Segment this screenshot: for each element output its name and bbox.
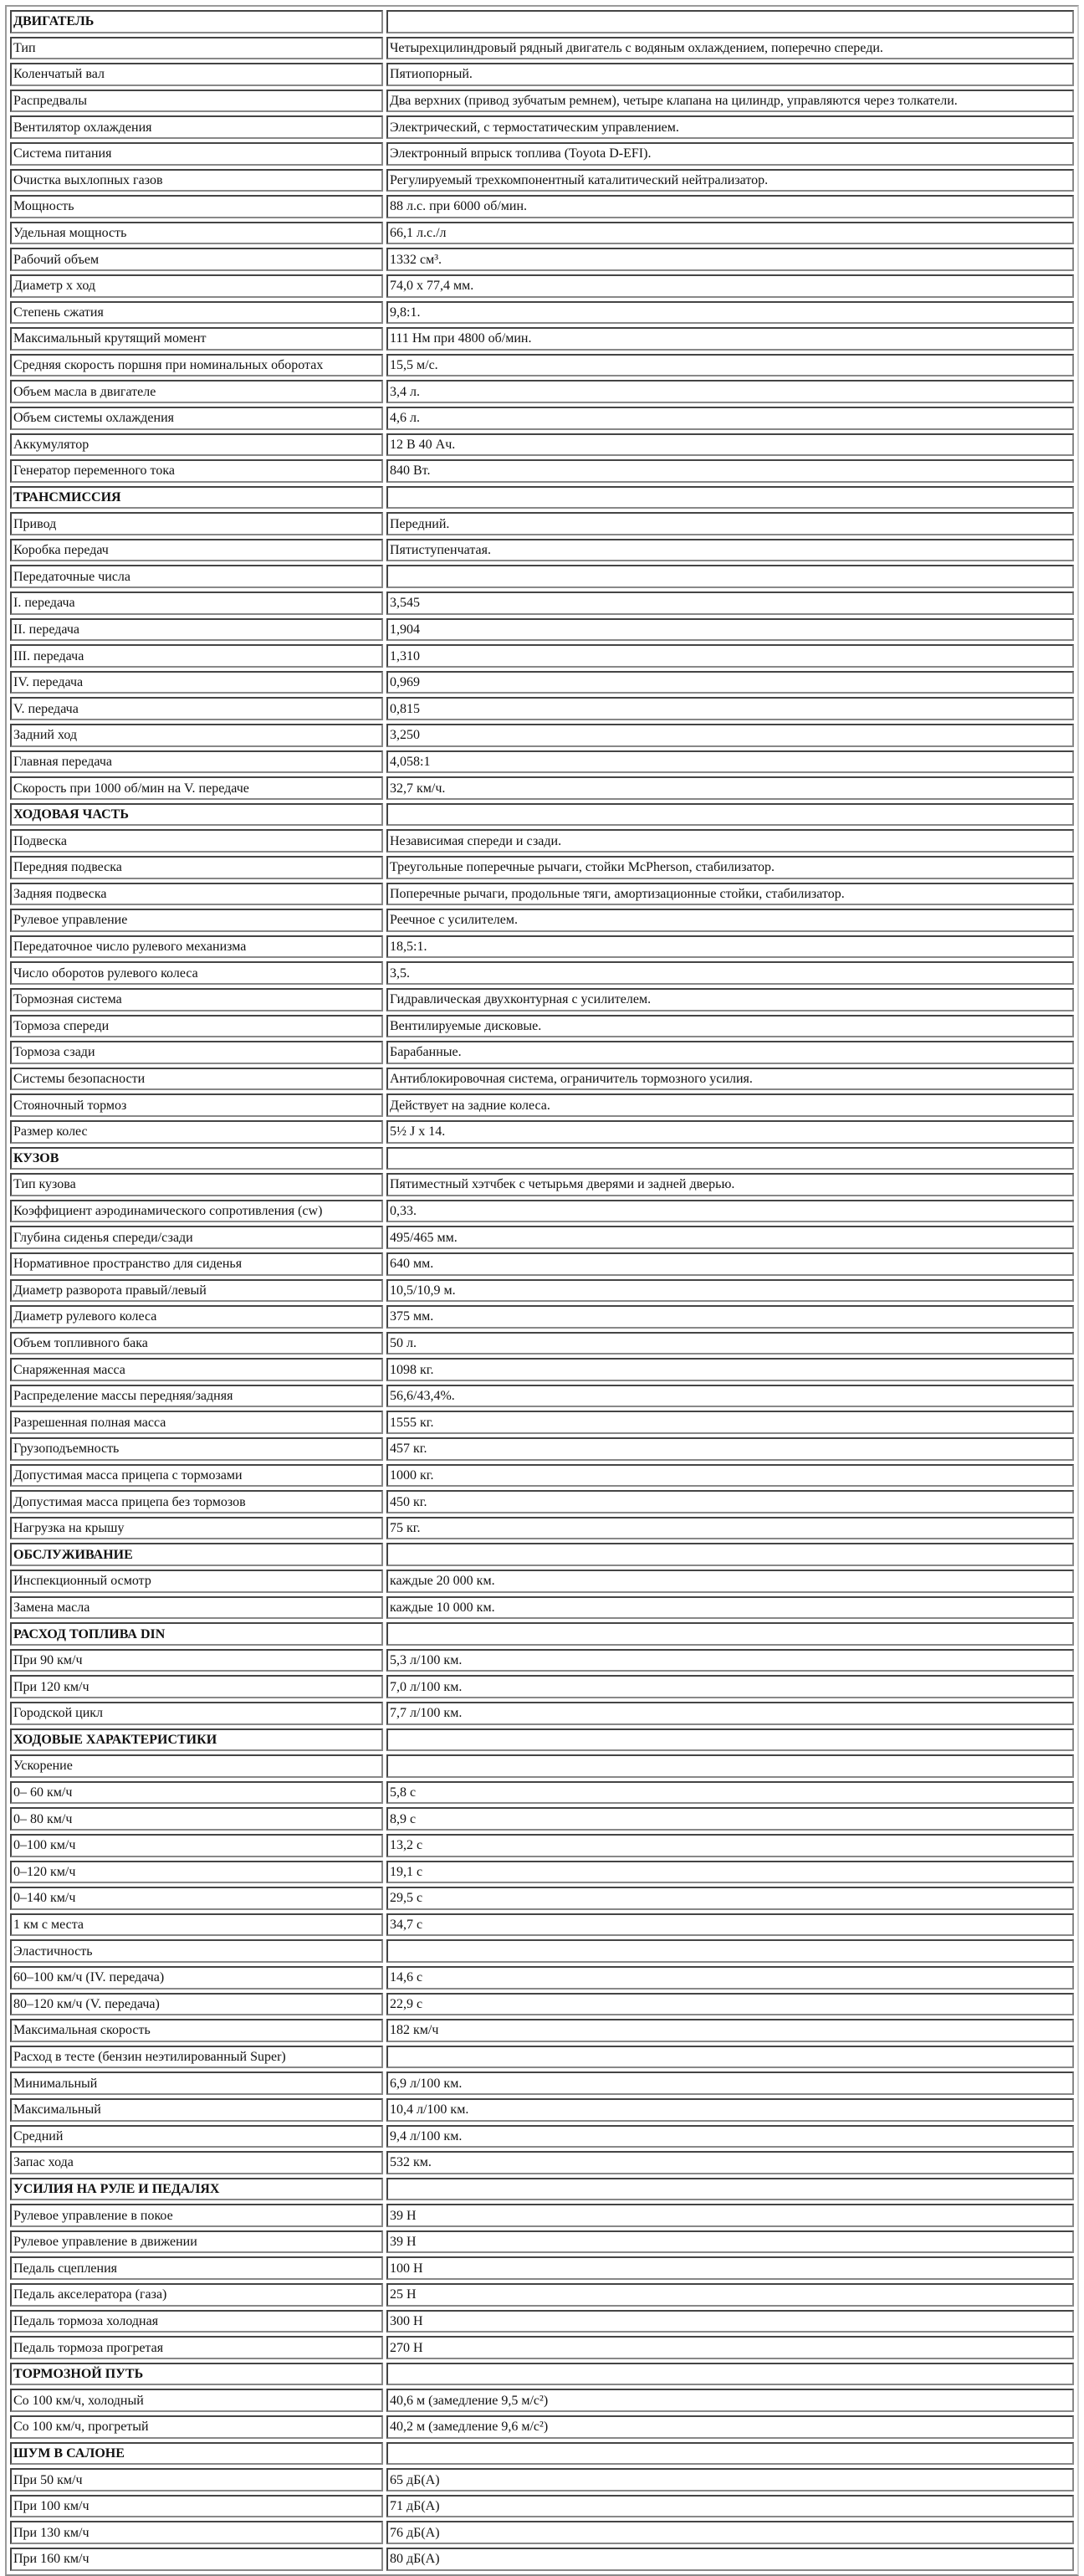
table-row bbox=[10, 671, 1074, 694]
spec-label: Максимальный крутящий момент bbox=[10, 327, 383, 351]
table-row bbox=[10, 1596, 1074, 1620]
spec-label: Объем топливного бака bbox=[10, 1332, 383, 1355]
spec-value: каждые 10 000 км. bbox=[386, 1596, 1074, 1620]
table-row bbox=[10, 274, 1074, 298]
table-row bbox=[10, 248, 1074, 271]
table-row bbox=[10, 1173, 1074, 1196]
spec-value: 39 Н bbox=[386, 2204, 1074, 2227]
table-row bbox=[10, 618, 1074, 642]
spec-value: Действует на задние колеса. bbox=[386, 1093, 1074, 1117]
spec-label: Педаль акселератора (газа) bbox=[10, 2283, 383, 2307]
spec-label: Коленчатый вал bbox=[10, 63, 383, 86]
spec-label: Разрешенная полная масса bbox=[10, 1411, 383, 1434]
spec-value: 100 Н bbox=[386, 2256, 1074, 2280]
table-row bbox=[10, 2230, 1074, 2254]
spec-value bbox=[386, 2046, 1074, 2069]
spec-label: Скорость при 1000 об/мин на V. передаче bbox=[10, 776, 383, 800]
spec-label: Тип bbox=[10, 37, 383, 60]
spec-value: 66,1 л.с./л bbox=[386, 222, 1074, 245]
spec-value bbox=[386, 1939, 1074, 1963]
table-row bbox=[10, 2548, 1074, 2571]
table-row bbox=[10, 2098, 1074, 2122]
table-row bbox=[10, 988, 1074, 1011]
table-row bbox=[10, 1702, 1074, 1725]
spec-value: 5,3 л/100 км. bbox=[386, 1649, 1074, 1672]
spec-label: Максимальный bbox=[10, 2098, 383, 2122]
table-row bbox=[10, 539, 1074, 562]
spec-value: 74,0 х 77,4 мм. bbox=[386, 274, 1074, 298]
table-row bbox=[10, 856, 1074, 879]
section-title: ШУМ В САЛОНЕ bbox=[10, 2442, 383, 2466]
table-row bbox=[10, 1068, 1074, 1091]
table-row bbox=[10, 1305, 1074, 1329]
spec-value: Гидравлическая двухконтурная с усилителем. bbox=[386, 988, 1074, 1011]
spec-label: Педаль тормоза прогретая bbox=[10, 2336, 383, 2359]
spec-label: Степень сжатия bbox=[10, 301, 383, 325]
spec-value bbox=[386, 10, 1074, 33]
table-row bbox=[10, 2046, 1074, 2069]
spec-value: 18,5:1. bbox=[386, 935, 1074, 959]
spec-value: 375 мм. bbox=[386, 1305, 1074, 1329]
spec-label: Городской цикл bbox=[10, 1702, 383, 1725]
table-row bbox=[10, 90, 1074, 113]
table-row bbox=[10, 1966, 1074, 1990]
spec-label: III. передача bbox=[10, 644, 383, 668]
spec-label: Передаточные числа bbox=[10, 565, 383, 588]
table-row bbox=[10, 2072, 1074, 2095]
spec-label: Замена масла bbox=[10, 1596, 383, 1620]
spec-label: Генератор переменного тока bbox=[10, 459, 383, 483]
table-row bbox=[10, 1490, 1074, 1513]
table-row bbox=[10, 565, 1074, 588]
table-row bbox=[10, 2204, 1074, 2227]
spec-label: Распределение массы передняя/задняя bbox=[10, 1385, 383, 1408]
spec-value: 5½ J x 14. bbox=[386, 1120, 1074, 1144]
spec-value: 9,8:1. bbox=[386, 301, 1074, 325]
spec-value: 3,5. bbox=[386, 961, 1074, 985]
spec-label: Объем масла в двигателе bbox=[10, 380, 383, 403]
spec-label: При 90 км/ч bbox=[10, 1649, 383, 1672]
spec-label: I. передача bbox=[10, 592, 383, 615]
spec-label: Вентилятор охлаждения bbox=[10, 115, 383, 139]
section-header-row bbox=[10, 1147, 1074, 1170]
spec-value bbox=[386, 1728, 1074, 1752]
spec-label: Размер колес bbox=[10, 1120, 383, 1144]
table-row bbox=[10, 1781, 1074, 1805]
spec-value: 3,4 л. bbox=[386, 380, 1074, 403]
spec-value: 12 В 40 Ач. bbox=[386, 433, 1074, 457]
table-row bbox=[10, 195, 1074, 218]
table-row bbox=[10, 1041, 1074, 1064]
spec-value: 640 мм. bbox=[386, 1252, 1074, 1276]
spec-value bbox=[386, 1543, 1074, 1566]
table-row bbox=[10, 1939, 1074, 1963]
table-row bbox=[10, 222, 1074, 245]
table-row bbox=[10, 750, 1074, 774]
spec-value: 56,6/43,4%. bbox=[386, 1385, 1074, 1408]
table-row bbox=[10, 1358, 1074, 1381]
spec-value: Электронный впрыск топлива (Toyota D-EFI). bbox=[386, 142, 1074, 166]
spec-label: Задняя подвеска bbox=[10, 883, 383, 906]
table-row bbox=[10, 1093, 1074, 1117]
table-row bbox=[10, 169, 1074, 192]
spec-value: 5,8 с bbox=[386, 1781, 1074, 1805]
table-row bbox=[10, 2019, 1074, 2042]
spec-label: 0– 60 км/ч bbox=[10, 1781, 383, 1805]
table-row bbox=[10, 935, 1074, 959]
spec-value: 1555 кг. bbox=[386, 1411, 1074, 1434]
section-title: РАСХОД ТОПЛИВА DIN bbox=[10, 1622, 383, 1646]
spec-value: 32,7 км/ч. bbox=[386, 776, 1074, 800]
spec-label: Снаряженная масса bbox=[10, 1358, 383, 1381]
spec-value bbox=[386, 565, 1074, 588]
spec-value: 1000 кг. bbox=[386, 1464, 1074, 1488]
table-row bbox=[10, 1913, 1074, 1937]
spec-value: 39 Н bbox=[386, 2230, 1074, 2254]
spec-label: Диаметр разворота правый/левый bbox=[10, 1279, 383, 1303]
spec-label: 0–100 км/ч bbox=[10, 1834, 383, 1857]
section-title: ТОРМОЗНОЙ ПУТЬ bbox=[10, 2363, 383, 2386]
table-row bbox=[10, 1279, 1074, 1303]
spec-label: Передняя подвеска bbox=[10, 856, 383, 879]
table-row bbox=[10, 1120, 1074, 1144]
spec-value: 9,4 л/100 км. bbox=[386, 2125, 1074, 2148]
spec-label: 0–120 км/ч bbox=[10, 1861, 383, 1884]
spec-label: Стояночный тормоз bbox=[10, 1093, 383, 1117]
table-row bbox=[10, 1517, 1074, 1540]
section-header-row bbox=[10, 1728, 1074, 1752]
spec-label: Тормоза сзади bbox=[10, 1041, 383, 1064]
spec-value: 40,6 м (замедление 9,5 м/с²) bbox=[386, 2389, 1074, 2412]
spec-value: 450 кг. bbox=[386, 1490, 1074, 1513]
spec-label: IV. передача bbox=[10, 671, 383, 694]
spec-value bbox=[386, 1754, 1074, 1778]
spec-label: Средний bbox=[10, 2125, 383, 2148]
table-row bbox=[10, 909, 1074, 932]
table-row bbox=[10, 407, 1074, 430]
table-row bbox=[10, 1464, 1074, 1488]
table-row bbox=[10, 63, 1074, 86]
spec-value: 76 дБ(А) bbox=[386, 2521, 1074, 2544]
spec-label: Максимальная скорость bbox=[10, 2019, 383, 2042]
specifications-table-body bbox=[10, 10, 1074, 2571]
table-row bbox=[10, 1649, 1074, 1672]
spec-label: Глубина сиденья спереди/сзади bbox=[10, 1226, 383, 1249]
table-row bbox=[10, 1437, 1074, 1461]
spec-value: Регулируемый трехкомпонентный каталитический нейтрализатор. bbox=[386, 169, 1074, 192]
spec-value: 457 кг. bbox=[386, 1437, 1074, 1461]
spec-label: При 120 км/ч bbox=[10, 1675, 383, 1698]
table-row bbox=[10, 1252, 1074, 1276]
spec-label: Педаль тормоза холодная bbox=[10, 2310, 383, 2333]
spec-label: 0–140 км/ч bbox=[10, 1887, 383, 1910]
spec-value: 111 Нм при 4800 об/мин. bbox=[386, 327, 1074, 351]
spec-value: 15,5 м/с. bbox=[386, 354, 1074, 377]
spec-label: При 130 км/ч bbox=[10, 2521, 383, 2544]
table-row bbox=[10, 1332, 1074, 1355]
spec-label: При 100 км/ч bbox=[10, 2495, 383, 2518]
table-row bbox=[10, 1411, 1074, 1434]
spec-label: Диаметр рулевого колеса bbox=[10, 1305, 383, 1329]
spec-label: 0– 80 км/ч bbox=[10, 1807, 383, 1831]
table-row bbox=[10, 1226, 1074, 1249]
section-title: ТРАНСМИССИЯ bbox=[10, 486, 383, 510]
spec-value: 40,2 м (замедление 9,6 м/с²) bbox=[386, 2415, 1074, 2439]
spec-label: Допустимая масса прицепа без тормозов bbox=[10, 1490, 383, 1513]
table-row bbox=[10, 697, 1074, 720]
spec-value: 80 дБ(А) bbox=[386, 2548, 1074, 2571]
spec-value: 840 Вт. bbox=[386, 459, 1074, 483]
spec-label: При 50 км/ч bbox=[10, 2468, 383, 2491]
table-row bbox=[10, 2415, 1074, 2439]
table-row bbox=[10, 883, 1074, 906]
spec-value: 65 дБ(А) bbox=[386, 2468, 1074, 2491]
spec-value: 19,1 с bbox=[386, 1861, 1074, 1884]
spec-value: 0,815 bbox=[386, 697, 1074, 720]
table-row bbox=[10, 2283, 1074, 2307]
spec-value: Пятиступенчатая. bbox=[386, 539, 1074, 562]
spec-label: Со 100 км/ч, холодный bbox=[10, 2389, 383, 2412]
spec-value: Вентилируемые дисковые. bbox=[386, 1015, 1074, 1038]
table-row bbox=[10, 1834, 1074, 1857]
spec-label: Главная передача bbox=[10, 750, 383, 774]
spec-label: Минимальный bbox=[10, 2072, 383, 2095]
spec-label: Расход в тесте (бензин неэтилированный Super) bbox=[10, 2046, 383, 2069]
spec-value: каждые 20 000 км. bbox=[386, 1570, 1074, 1593]
spec-label: Педаль сцепления bbox=[10, 2256, 383, 2280]
table-row bbox=[10, 2495, 1074, 2518]
section-header-row bbox=[10, 803, 1074, 827]
spec-value: Пятиместный хэтчбек с четырьмя дверями и задней дверью. bbox=[386, 1173, 1074, 1196]
spec-value: 10,4 л/100 км. bbox=[386, 2098, 1074, 2122]
spec-label: V. передача bbox=[10, 697, 383, 720]
spec-value: 29,5 с bbox=[386, 1887, 1074, 1910]
spec-value: 50 л. bbox=[386, 1332, 1074, 1355]
section-title: ОБСЛУЖИВАНИЕ bbox=[10, 1543, 383, 1566]
section-header-row bbox=[10, 2178, 1074, 2201]
spec-value: 1332 см³. bbox=[386, 248, 1074, 271]
section-title: УСИЛИЯ НА РУЛЕ И ПЕДАЛЯХ bbox=[10, 2178, 383, 2201]
spec-value: 8,9 с bbox=[386, 1807, 1074, 1831]
spec-label: Эластичность bbox=[10, 1939, 383, 1963]
spec-label: Допустимая масса прицепа с тормозами bbox=[10, 1464, 383, 1488]
section-header-row bbox=[10, 2363, 1074, 2386]
spec-value: 182 км/ч bbox=[386, 2019, 1074, 2042]
spec-value: Треугольные поперечные рычаги, стойки McPherson, стабилизатор. bbox=[386, 856, 1074, 879]
spec-label: Запас хода bbox=[10, 2151, 383, 2174]
table-row bbox=[10, 2256, 1074, 2280]
table-row bbox=[10, 1993, 1074, 2016]
section-title: ХОДОВЫЕ ХАРАКТЕРИСТИКИ bbox=[10, 1728, 383, 1752]
section-header-row bbox=[10, 10, 1074, 33]
spec-value: 22,9 с bbox=[386, 1993, 1074, 2016]
spec-value bbox=[386, 2442, 1074, 2466]
spec-label: Распредвалы bbox=[10, 90, 383, 113]
table-row bbox=[10, 354, 1074, 377]
spec-label: Диаметр х ход bbox=[10, 274, 383, 298]
spec-value: 7,7 л/100 км. bbox=[386, 1702, 1074, 1725]
spec-value: 4,058:1 bbox=[386, 750, 1074, 774]
table-row bbox=[10, 776, 1074, 800]
table-row bbox=[10, 512, 1074, 535]
spec-label: 60–100 км/ч (IV. передача) bbox=[10, 1966, 383, 1990]
spec-value: 75 кг. bbox=[386, 1517, 1074, 1540]
spec-label: Рулевое управление bbox=[10, 909, 383, 932]
spec-label: Мощность bbox=[10, 195, 383, 218]
table-row bbox=[10, 961, 1074, 985]
section-title: КУЗОВ bbox=[10, 1147, 383, 1170]
section-header-row bbox=[10, 1543, 1074, 1566]
spec-value bbox=[386, 803, 1074, 827]
spec-value: Реечное с усилителем. bbox=[386, 909, 1074, 932]
spec-value: 300 Н bbox=[386, 2310, 1074, 2333]
spec-value: 10,5/10,9 м. bbox=[386, 1279, 1074, 1303]
spec-value: Два верхних (привод зубчатым ремнем), четыре клапана на цилиндр, управляются через толкатели. bbox=[386, 90, 1074, 113]
spec-value: 0,33. bbox=[386, 1200, 1074, 1223]
table-row bbox=[10, 644, 1074, 668]
spec-value: 270 Н bbox=[386, 2336, 1074, 2359]
spec-label: Инспекционный осмотр bbox=[10, 1570, 383, 1593]
spec-value: 3,250 bbox=[386, 724, 1074, 747]
table-row bbox=[10, 1807, 1074, 1831]
table-row bbox=[10, 2125, 1074, 2148]
spec-value: 0,969 bbox=[386, 671, 1074, 694]
spec-label: Удельная мощность bbox=[10, 222, 383, 245]
spec-label: Грузоподъемность bbox=[10, 1437, 383, 1461]
table-row bbox=[10, 1015, 1074, 1038]
spec-label: Задний ход bbox=[10, 724, 383, 747]
table-row bbox=[10, 380, 1074, 403]
spec-value: Независимая спереди и сзади. bbox=[386, 829, 1074, 853]
spec-label: Тормозная система bbox=[10, 988, 383, 1011]
spec-label: Рулевое управление в движении bbox=[10, 2230, 383, 2254]
table-row bbox=[10, 2521, 1074, 2544]
spec-value: 532 км. bbox=[386, 2151, 1074, 2174]
spec-value: Передний. bbox=[386, 512, 1074, 535]
spec-label: Тормоза спереди bbox=[10, 1015, 383, 1038]
spec-value: 25 Н bbox=[386, 2283, 1074, 2307]
table-row bbox=[10, 1675, 1074, 1698]
section-header-row bbox=[10, 1622, 1074, 1646]
spec-value: Антиблокировочная система, ограничитель тормозного усилия. bbox=[386, 1068, 1074, 1091]
spec-label: Объем системы охлаждения bbox=[10, 407, 383, 430]
spec-label: Число оборотов рулевого колеса bbox=[10, 961, 383, 985]
spec-label: При 160 км/ч bbox=[10, 2548, 383, 2571]
spec-label: II. передача bbox=[10, 618, 383, 642]
spec-value: Пятиопорный. bbox=[386, 63, 1074, 86]
spec-value: 1,310 bbox=[386, 644, 1074, 668]
table-row bbox=[10, 1385, 1074, 1408]
table-row bbox=[10, 301, 1074, 325]
table-row bbox=[10, 142, 1074, 166]
table-row bbox=[10, 1754, 1074, 1778]
table-row bbox=[10, 2151, 1074, 2174]
spec-label: Рабочий объем bbox=[10, 248, 383, 271]
spec-label: Привод bbox=[10, 512, 383, 535]
spec-label: Нормативное пространство для сиденья bbox=[10, 1252, 383, 1276]
spec-label: Подвеска bbox=[10, 829, 383, 853]
spec-label: Со 100 км/ч, прогретый bbox=[10, 2415, 383, 2439]
spec-value bbox=[386, 1147, 1074, 1170]
table-row bbox=[10, 1570, 1074, 1593]
spec-value bbox=[386, 1622, 1074, 1646]
table-row bbox=[10, 433, 1074, 457]
section-title: ХОДОВАЯ ЧАСТЬ bbox=[10, 803, 383, 827]
table-row bbox=[10, 2336, 1074, 2359]
section-header-row bbox=[10, 2442, 1074, 2466]
table-row bbox=[10, 1200, 1074, 1223]
spec-value bbox=[386, 2178, 1074, 2201]
table-row bbox=[10, 37, 1074, 60]
table-row bbox=[10, 1861, 1074, 1884]
spec-value bbox=[386, 486, 1074, 510]
spec-value: 495/465 мм. bbox=[386, 1226, 1074, 1249]
spec-value: 3,545 bbox=[386, 592, 1074, 615]
spec-label: Коэффициент аэродинамического сопротивления (cw) bbox=[10, 1200, 383, 1223]
spec-label: Очистка выхлопных газов bbox=[10, 169, 383, 192]
table-row bbox=[10, 724, 1074, 747]
spec-label: Аккумулятор bbox=[10, 433, 383, 457]
spec-label: Передаточное число рулевого механизма bbox=[10, 935, 383, 959]
table-row bbox=[10, 829, 1074, 853]
spec-label: Ускорение bbox=[10, 1754, 383, 1778]
table-row bbox=[10, 327, 1074, 351]
spec-value: 34,7 с bbox=[386, 1913, 1074, 1937]
table-row bbox=[10, 115, 1074, 139]
spec-label: 1 км с места bbox=[10, 1913, 383, 1937]
spec-label: Система питания bbox=[10, 142, 383, 166]
spec-label: Тип кузова bbox=[10, 1173, 383, 1196]
spec-value: 14,6 с bbox=[386, 1966, 1074, 1990]
spec-value: 1,904 bbox=[386, 618, 1074, 642]
spec-label: Средняя скорость поршня при номинальных оборотах bbox=[10, 354, 383, 377]
spec-value: 1098 кг. bbox=[386, 1358, 1074, 1381]
specifications-table bbox=[5, 5, 1079, 2576]
spec-value: 88 л.с. при 6000 об/мин. bbox=[386, 195, 1074, 218]
spec-value: 7,0 л/100 км. bbox=[386, 1675, 1074, 1698]
spec-value bbox=[386, 2363, 1074, 2386]
table-row bbox=[10, 1887, 1074, 1910]
spec-value: 71 дБ(А) bbox=[386, 2495, 1074, 2518]
spec-value: Поперечные рычаги, продольные тяги, амортизационные стойки, стабилизатор. bbox=[386, 883, 1074, 906]
spec-value: 6,9 л/100 км. bbox=[386, 2072, 1074, 2095]
spec-value: Электрический, с термостатическим управлением. bbox=[386, 115, 1074, 139]
spec-label: Коробка передач bbox=[10, 539, 383, 562]
spec-label: Системы безопасности bbox=[10, 1068, 383, 1091]
section-title: ДВИГАТЕЛЬ bbox=[10, 10, 383, 33]
spec-value: Четырехцилиндровый рядный двигатель с водяным охлаждением, поперечно спереди. bbox=[386, 37, 1074, 60]
section-header-row bbox=[10, 486, 1074, 510]
spec-label: Рулевое управление в покое bbox=[10, 2204, 383, 2227]
table-row bbox=[10, 2310, 1074, 2333]
spec-value: 13,2 с bbox=[386, 1834, 1074, 1857]
spec-label: Нагрузка на крышу bbox=[10, 1517, 383, 1540]
table-row bbox=[10, 459, 1074, 483]
spec-value: Барабанные. bbox=[386, 1041, 1074, 1064]
table-row bbox=[10, 2389, 1074, 2412]
table-row bbox=[10, 592, 1074, 615]
table-row bbox=[10, 2468, 1074, 2491]
spec-value: 4,6 л. bbox=[386, 407, 1074, 430]
spec-label: 80–120 км/ч (V. передача) bbox=[10, 1993, 383, 2016]
